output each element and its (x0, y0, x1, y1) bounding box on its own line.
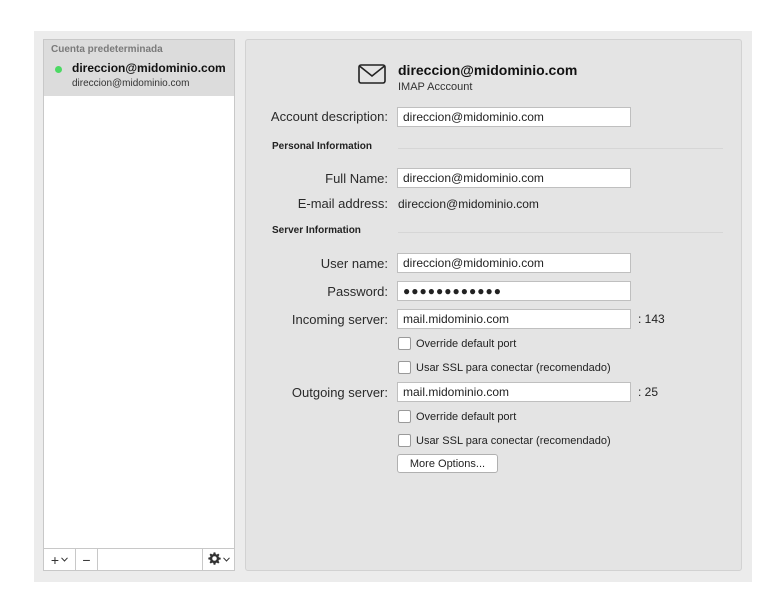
remove-account-button[interactable] (76, 549, 98, 570)
checkbox-box[interactable] (398, 410, 411, 423)
add-account-button[interactable] (44, 549, 76, 570)
account-type: IMAP Acccount (398, 81, 473, 93)
full-name-label: Full Name: (325, 171, 388, 186)
password-label: Password: (327, 284, 388, 299)
more-options-button[interactable]: More Options... (397, 454, 498, 473)
section-divider (398, 148, 723, 149)
account-list-item[interactable] (44, 40, 234, 96)
section-divider (398, 232, 723, 233)
personal-info-heading: Personal Information (272, 141, 373, 152)
checkbox-label: Usar SSL para conectar (recomendado) (416, 434, 611, 447)
server-info-heading: Server Information (272, 225, 361, 236)
plus-icon: + (50, 551, 60, 568)
outgoing-ssl-checkbox[interactable] (398, 434, 611, 447)
checkbox-label: Override default port (416, 410, 517, 423)
outgoing-port: : 25 (638, 385, 659, 399)
email-label: E-mail address: (297, 196, 388, 211)
checkbox-box[interactable] (398, 434, 411, 447)
full-name-field[interactable] (397, 168, 631, 188)
account-name: direccion@midominio.com (72, 61, 226, 75)
sidebar-toolbar (44, 548, 234, 570)
account-subtitle: direccion@midominio.com (72, 78, 190, 89)
account-info-panel (245, 39, 742, 571)
incoming-server-field[interactable] (397, 309, 631, 329)
account-description-field[interactable] (397, 107, 631, 127)
envelope-icon (358, 64, 386, 87)
user-name-field[interactable] (397, 253, 631, 273)
password-field[interactable]: ●●●●●●●●●●●● (397, 281, 631, 301)
user-name-label: User name: (320, 256, 388, 271)
minus-icon: − (82, 551, 91, 568)
account-title: direccion@midominio.com (398, 62, 578, 78)
outgoing-override-port-checkbox[interactable] (398, 410, 516, 423)
outgoing-server-field[interactable] (397, 382, 631, 402)
incoming-port: : 143 (638, 312, 665, 326)
account-description-label: Account description: (270, 109, 388, 124)
incoming-server-label: Incoming server: (291, 312, 388, 327)
outgoing-server-label: Outgoing server: (291, 385, 388, 400)
chevron-down-icon (223, 555, 230, 564)
incoming-override-port-checkbox[interactable] (398, 337, 516, 350)
accounts-window (34, 31, 752, 582)
status-dot-icon (55, 66, 62, 73)
checkbox-box[interactable] (398, 361, 411, 374)
gear-icon (208, 552, 221, 568)
checkbox-box[interactable] (398, 337, 411, 350)
checkbox-label: Usar SSL para conectar (recomendado) (416, 361, 611, 374)
action-menu-button[interactable] (202, 549, 234, 570)
section-header: Cuenta predeterminada (51, 44, 163, 55)
email-value: direccion@midominio.com (398, 197, 539, 211)
incoming-ssl-checkbox[interactable] (398, 361, 611, 374)
chevron-down-icon (61, 555, 68, 564)
accounts-sidebar (43, 39, 235, 571)
checkbox-label: Override default port (416, 337, 517, 350)
